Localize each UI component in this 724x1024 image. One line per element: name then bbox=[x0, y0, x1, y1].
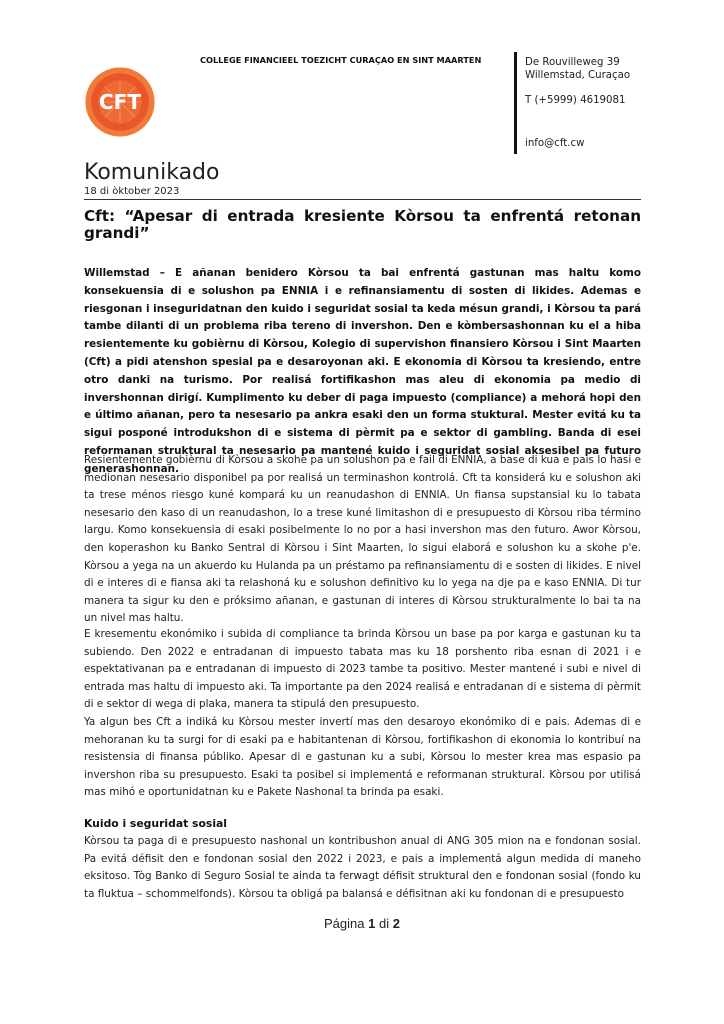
section-paragraph: Kòrsou ta paga di e presupuesto nashonal un kontribushon anual di ANG 305 mion na e fondonan sosial. Pa evitá défisit den e fondonan sosial den 2022 i 2023, e pais a implementá algun medida di maneho eksitoso. Tòg Banko di Seguro Sosial te ainda ta ferwagt défisit struktural den e fondonan sosial (fondo ku ta fluktua – schommelfonds). Kòrsou ta obligá pa balansá e défisitnan aki ku fondonan di e presupuesto bbox=[84, 835, 641, 900]
page-of: di bbox=[378, 916, 390, 931]
organization-name: COLLEGE FINANCIEEL TOEZICHT CURAÇAO EN SINT MAARTEN bbox=[200, 55, 482, 65]
email-link[interactable]: info@cft.cw bbox=[525, 138, 585, 149]
document-type-title: Komunikado bbox=[84, 160, 220, 185]
phone-number: T (+5999) 4619081 bbox=[525, 95, 626, 106]
header-divider bbox=[514, 52, 517, 154]
body-paragraph: Ya algun bes Cft a indiká ku Kòrsou mester invertí mas den desaroyo ekonómiko di e pais. Ademas di e mehoranan ku ta surgi for di esaki pa e habitantenan di Kòrsou, fortifikashon di ekonomia lo kontribuí na resistensia di finansa públiko. Apesar di e gastunan ku a subi, Kòrsou lo mester krea mas espasio pa invershon riba su presupuesto. Esaki ta posibel si implementá e reformanan struktural. Kòrsou por utilisá mas mihó e oportunidatnan ku e Pakete Nashonal ta brinda pa esaki. bbox=[84, 716, 641, 799]
headline: Cft: “Apesar di entrada kresiente Kòrsou ta enfrentá retonan grandi” bbox=[84, 207, 641, 242]
body-paragraph: Resientemente gobièrnu di Kòrsou a skohe pa un solushon pa e fail di ENNIA, a base di kua e pais lo hasi e medionan nesesario disponibel pa por realisá un terminashon kontrolá. Cft ta konsiderá ku e solushon aki ta trese ménos riesgo kuné kompará ku un reanudashon di ENNIA. Un fiansa supstansial ku lo tabata nesesario den kaso di un reanudashon, lo a trese kuné limitashon di e presupuesto di Kòrsou riba término largu. Komo konsekuensia di esaki posibelmente lo no por a hasi invershon mas den futuro. Awor Kòrsou, den koperashon ku Banko Sentral di Kòrsou i Sint Maarten, lo sigui elaborá e solushon ku a skohe p'e. Kòrsou a yega na un akuerdo ku Hulanda pa un préstamo pa refinansiamentu di e sosten di likides. E nivel di e interes di e fiansa aki ta relashoná ku e solushon definitivo ku lo yega na dje pa e kaso ENNIA. Di tur manera ta sigur ku den e próksimo añanan, e gastunan di interes di Kòrsou strukturalmente lo bai ta na un nivel mas haltu. bbox=[84, 454, 641, 625]
page-label: Página bbox=[324, 916, 365, 931]
document-date: 18 di òktober 2023 bbox=[84, 186, 180, 197]
logo-text: CFT bbox=[98, 90, 142, 115]
title-divider bbox=[84, 199, 641, 200]
page-indicator bbox=[0, 916, 724, 931]
address-line-1: De Rouvilleweg 39 bbox=[525, 57, 620, 68]
page-current: 1 bbox=[368, 916, 376, 931]
address-line-2: Willemstad, Curaçao bbox=[525, 70, 631, 81]
contact-block bbox=[525, 56, 630, 150]
cft-logo-icon bbox=[84, 66, 156, 138]
body-paragraph: E kresementu ekonómiko i subida di compliance ta brinda Kòrsou un base pa por karga e gastunan ku ta subiendo. Den 2022 e entradanan di impuesto tabata mas ku 18 porshento riba esnan di 2021 i e espektativanan pa e entradanan di impuesto di 2023 tambe ta positivo. Mester mantené i subi e nivel di entrada mas haltu di impuesto aki. Ta importante pa den 2024 realisá e entradanan di e sistema di pèrmit di e sektor di wega di plaka, manera ta stipulá den presupuesto. bbox=[84, 628, 641, 711]
page-total: 2 bbox=[392, 916, 400, 931]
lead-paragraph: Willemstad – E añanan benidero Kòrsou ta bai enfrentá gastunan mas haltu komo konsekuensia di e solushon pa ENNIA i e refinansiamentu di sosten di likides. Ademas e riesgonan i inseguridatnan den kuido i seguridat sosial ta keda mésun grandi, i Kòrsou ta pará tambe dilanti di un problema riba tereno di invershon. Den e kòmbersashonnan ku el a hiba resientemente ku gobièrnu di Kòrsou, Kolegio di supervishon finansiero Kòrsou i Sint Maarten (Cft) a pidi atenshon spesial pa e desaroyonan aki. E ekonomia di Kòrsou ta kresiendo, entre otro danki na turismo. Por realisá fortifikashon mas aleu di ekonomia pa medio di invershonnan dirigí. Kumplimento ku deber di paga impuesto (compliance) a mehorá hopi den e último añanan, pero ta nesesario pa ankra esaki den un forma stuktural. Mester evitá ku ta sigui posponé introdukshon di e sistema di pèrmit pa e sektor di gambling. Banda di esei reformanan struktural ta nesesario pa mantené kuido i seguridat sosial aksesibel pa futuro generashonnan. bbox=[84, 267, 641, 475]
section-heading: Kuido i seguridat sosial bbox=[84, 817, 228, 830]
